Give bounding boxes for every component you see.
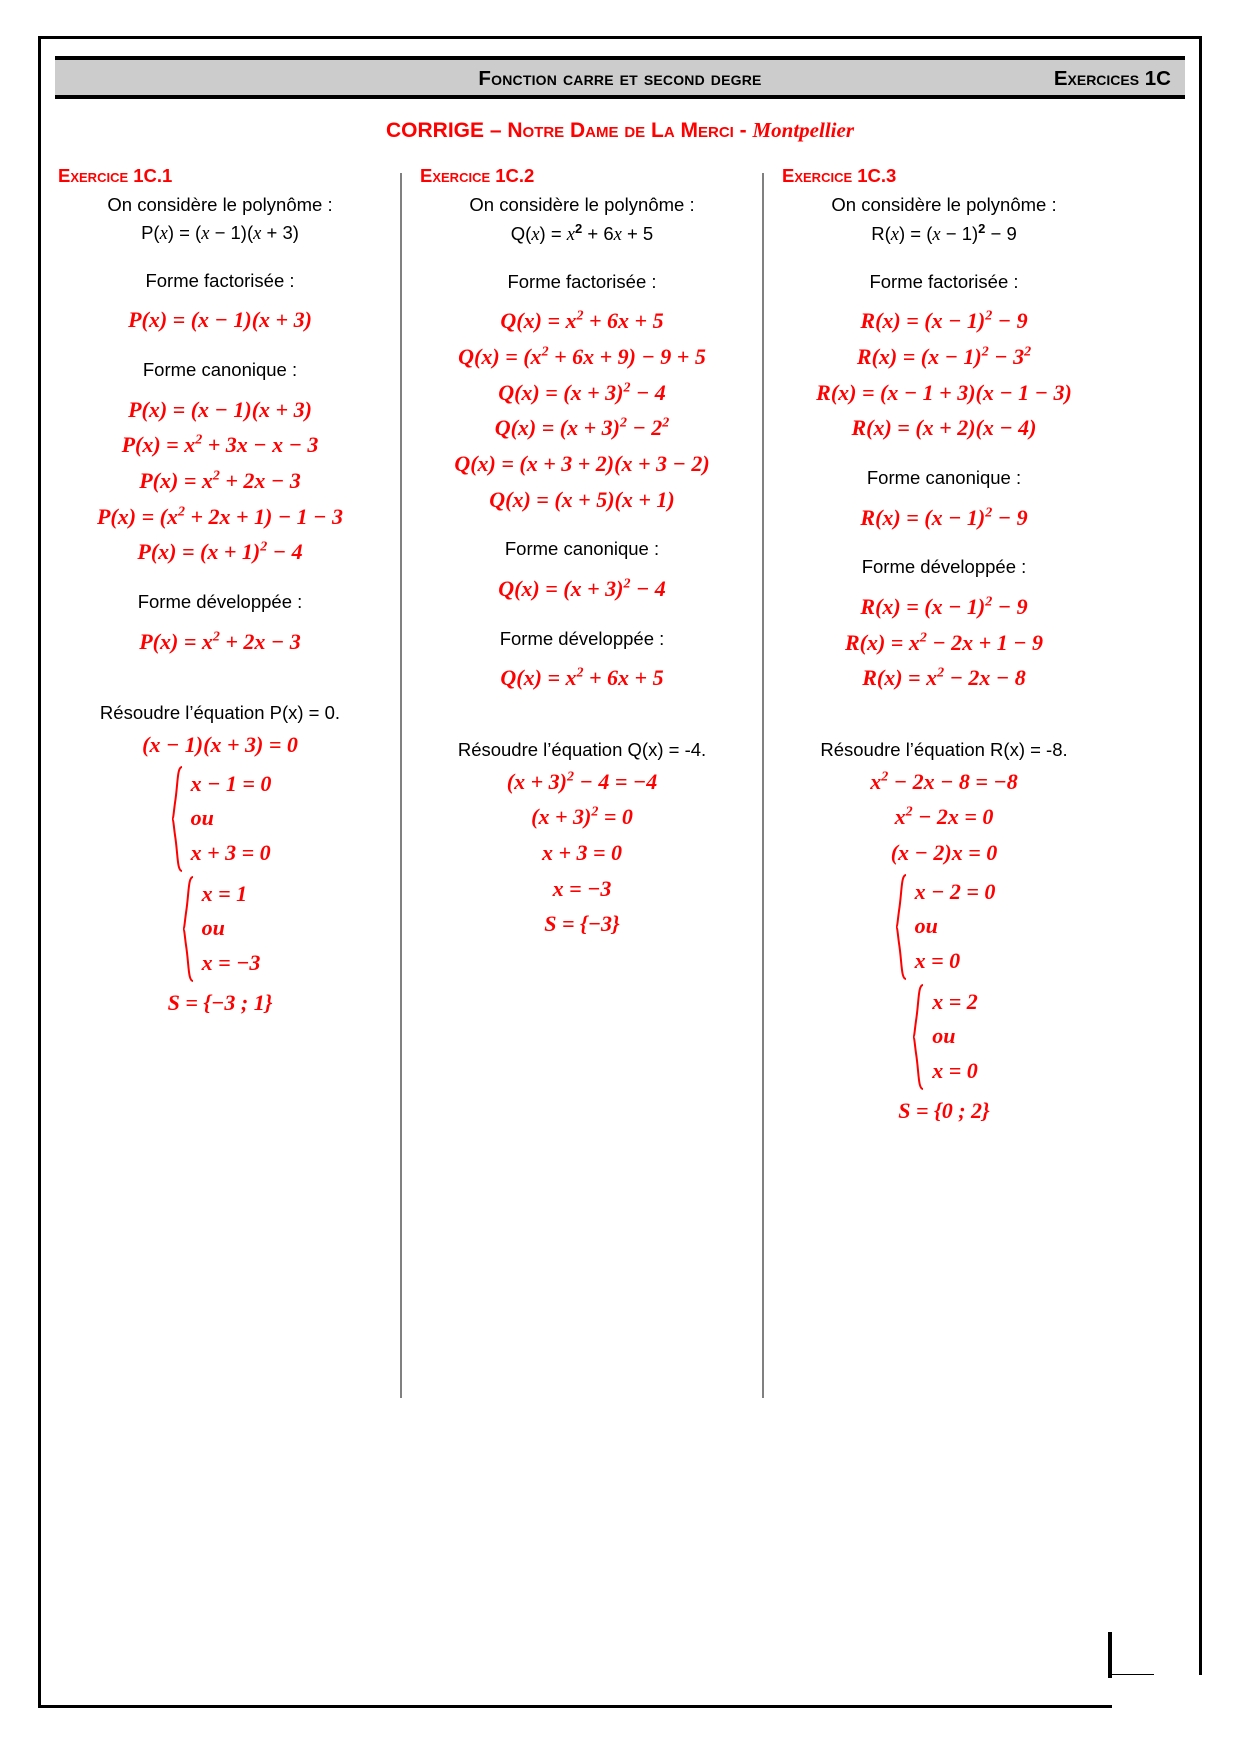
- polynomial-definition: P(x) = (x − 1)(x + 3): [141, 221, 299, 244]
- section-label: Forme factorisée :: [507, 270, 657, 292]
- spacer: [54, 659, 386, 699]
- math-line: x + 3 = 0: [190, 839, 271, 865]
- subtitle-main: CORRIGE – Notre Dame de La Merci -: [385, 119, 753, 142]
- math-line: $P(x) = x^2 + 2x - 3$: [139, 467, 301, 493]
- subtitle-city: Montpellier: [752, 118, 855, 142]
- math-line: $P(x) = (x + 1)^2 - 4$: [137, 539, 303, 565]
- brace-content: [909, 873, 996, 981]
- math-line: $R(x) = x^2 - 2x - 8$: [862, 665, 1026, 691]
- header-exercise-label: Exercices 1C: [1053, 67, 1171, 90]
- math-line: ou: [932, 1023, 956, 1049]
- math-line: ou: [190, 805, 214, 831]
- corner-notch-cover: [1112, 1675, 1202, 1713]
- math-line: $Q(x) = (x + 3)^2 - 2^2$: [494, 415, 670, 441]
- polynomial-definition: $Q(x) = x^2 + 6x + 5$: [510, 220, 654, 245]
- spacer: [416, 607, 748, 625]
- section-label: Forme développée :: [861, 556, 1027, 578]
- section-label: Forme développée :: [499, 627, 665, 649]
- spacer: [416, 250, 748, 268]
- equation-prompt: Résoudre l’équation P(x) = 0.: [99, 702, 341, 724]
- math-line: $x^2 - 2x - 8 = -8$: [870, 768, 1018, 794]
- brace-icon: [181, 875, 195, 983]
- spacer: [54, 338, 386, 356]
- subtitle: [55, 118, 1185, 143]
- spacer: [54, 570, 386, 588]
- brace-wrapper: [169, 765, 185, 873]
- section-label: Forme factorisée :: [145, 269, 295, 291]
- math-line: x = −3: [201, 949, 261, 975]
- brace-wrapper: [910, 983, 926, 1091]
- spacer: [778, 446, 1110, 464]
- spacer: [54, 616, 386, 624]
- spacer: [778, 250, 1110, 268]
- exercise-columns: [48, 165, 1192, 1565]
- equation-prompt: Résoudre l’équation R(x) = -8.: [820, 738, 1068, 760]
- spacer: [416, 295, 748, 303]
- header-banner: [55, 56, 1185, 99]
- math-line: Q(x) = (x + 5)(x + 1): [489, 486, 675, 512]
- spacer: [778, 696, 1110, 736]
- brace-group: [778, 983, 1110, 1091]
- brace-icon: [911, 983, 925, 1091]
- brace-icon: [894, 873, 908, 981]
- math-line: $R(x) = (x - 1)^2 - 3^2$: [856, 344, 1032, 370]
- exercise-column: [772, 165, 1116, 1565]
- spacer: [778, 295, 1110, 303]
- math-line: x = 0: [914, 947, 961, 973]
- brace-wrapper: [893, 873, 909, 981]
- math-line: $Q(x) = x^2 + 6x + 5$: [500, 665, 664, 691]
- section-label: Forme développée :: [137, 590, 303, 612]
- math-line: $R(x) = x^2 - 2x + 1 - 9$: [844, 629, 1044, 655]
- math-line: x − 2 = 0: [914, 879, 996, 905]
- brace-group: [54, 875, 386, 983]
- brace-icon: [170, 765, 184, 873]
- math-line: x = 0: [932, 1057, 978, 1083]
- spacer: [778, 492, 1110, 500]
- math-line: (x − 2)x = 0: [890, 839, 998, 865]
- math-line: $P(x) = (x^2 + 2x + 1) - 1 - 3$: [96, 503, 343, 529]
- column-divider: [762, 173, 764, 1398]
- exercise-column: [410, 165, 754, 1565]
- math-line: $P(x) = x^2 + 3x - x - 3$: [121, 432, 319, 458]
- math-line: $(x + 3)^2 = 0$: [531, 804, 633, 830]
- brace-content: [185, 765, 272, 873]
- math-line: $R(x) = (x - 1)^2 - 9$: [860, 594, 1028, 620]
- column-divider: [400, 173, 402, 1398]
- math-line: ou: [914, 913, 938, 939]
- brace-wrapper: [180, 875, 196, 983]
- exercise-intro: On considère le polynôme :: [831, 194, 1057, 215]
- spacer: [778, 581, 1110, 589]
- exercise-column: [48, 165, 392, 1565]
- solution-set: S = {−3 ; 1}: [167, 989, 273, 1015]
- math-line: Q(x) = (x + 3 + 2)(x + 3 − 2): [454, 450, 710, 476]
- spacer: [54, 384, 386, 392]
- math-line: R(x) = (x − 1 + 3)(x − 1 − 3): [816, 379, 1072, 405]
- solution-set: S = {0 ; 2}: [898, 1097, 990, 1123]
- math-line: $Q(x) = (x + 3)^2 - 4$: [498, 379, 666, 405]
- section-label: Forme factorisée :: [869, 270, 1019, 292]
- math-line: S = {−3}: [544, 911, 620, 937]
- math-line: P(x) = (x − 1)(x + 3): [128, 307, 312, 333]
- brace-content: [196, 875, 261, 983]
- math-line: $x^2 - 2x = 0$: [894, 804, 994, 830]
- polynomial-definition: $R(x) = (x - 1)^2 - 9$: [871, 220, 1017, 245]
- math-line: $(x + 3)^2 - 4 = -4$: [506, 768, 658, 794]
- exercise-title: Exercice 1C.3: [782, 165, 897, 186]
- brace-group: [778, 873, 1110, 981]
- math-line: $R(x) = (x - 1)^2 - 9$: [860, 504, 1028, 530]
- brace-content: [926, 983, 978, 1091]
- math-line: P(x) = (x − 1)(x + 3): [128, 396, 312, 422]
- exercise-intro: On considère le polynôme :: [469, 194, 695, 215]
- spacer: [54, 249, 386, 267]
- math-line: (x − 1)(x + 3) = 0: [142, 731, 298, 757]
- corner-notch-decoration: [1108, 1632, 1154, 1678]
- math-line: ou: [201, 915, 225, 941]
- math-line: $P(x) = x^2 + 2x - 3$: [139, 628, 301, 654]
- math-line: $R(x) = (x - 1)^2 - 9$: [860, 308, 1028, 334]
- spacer: [416, 652, 748, 660]
- spacer: [778, 535, 1110, 553]
- section-label: Forme canonique :: [142, 358, 298, 380]
- math-line: x = −3: [552, 875, 612, 901]
- spacer: [416, 563, 748, 571]
- math-line: x = 2: [932, 989, 978, 1015]
- section-label: Forme canonique :: [504, 538, 660, 560]
- brace-group: [54, 765, 386, 873]
- math-line: x − 1 = 0: [190, 771, 272, 797]
- spacer: [54, 294, 386, 302]
- equation-prompt: Résoudre l’équation Q(x) = -4.: [457, 738, 707, 760]
- exercise-title: Exercice 1C.1: [58, 165, 173, 186]
- exercise-intro: On considère le polynôme :: [107, 194, 333, 215]
- math-line: x + 3 = 0: [541, 839, 623, 865]
- page-title: Fonction carre et second degre: [478, 67, 762, 90]
- math-line: x = 1: [201, 881, 248, 907]
- exercise-title: Exercice 1C.2: [420, 165, 535, 186]
- math-line: R(x) = (x + 2)(x − 4): [851, 415, 1037, 441]
- section-label: Forme canonique :: [866, 466, 1022, 488]
- math-line: $Q(x) = x^2 + 6x + 5$: [500, 308, 664, 334]
- math-line: $Q(x) = (x^2 + 6x + 9) - 9 + 5$: [458, 344, 706, 370]
- spacer: [416, 696, 748, 736]
- math-line: $Q(x) = (x + 3)^2 - 4$: [498, 575, 666, 601]
- spacer: [416, 517, 748, 535]
